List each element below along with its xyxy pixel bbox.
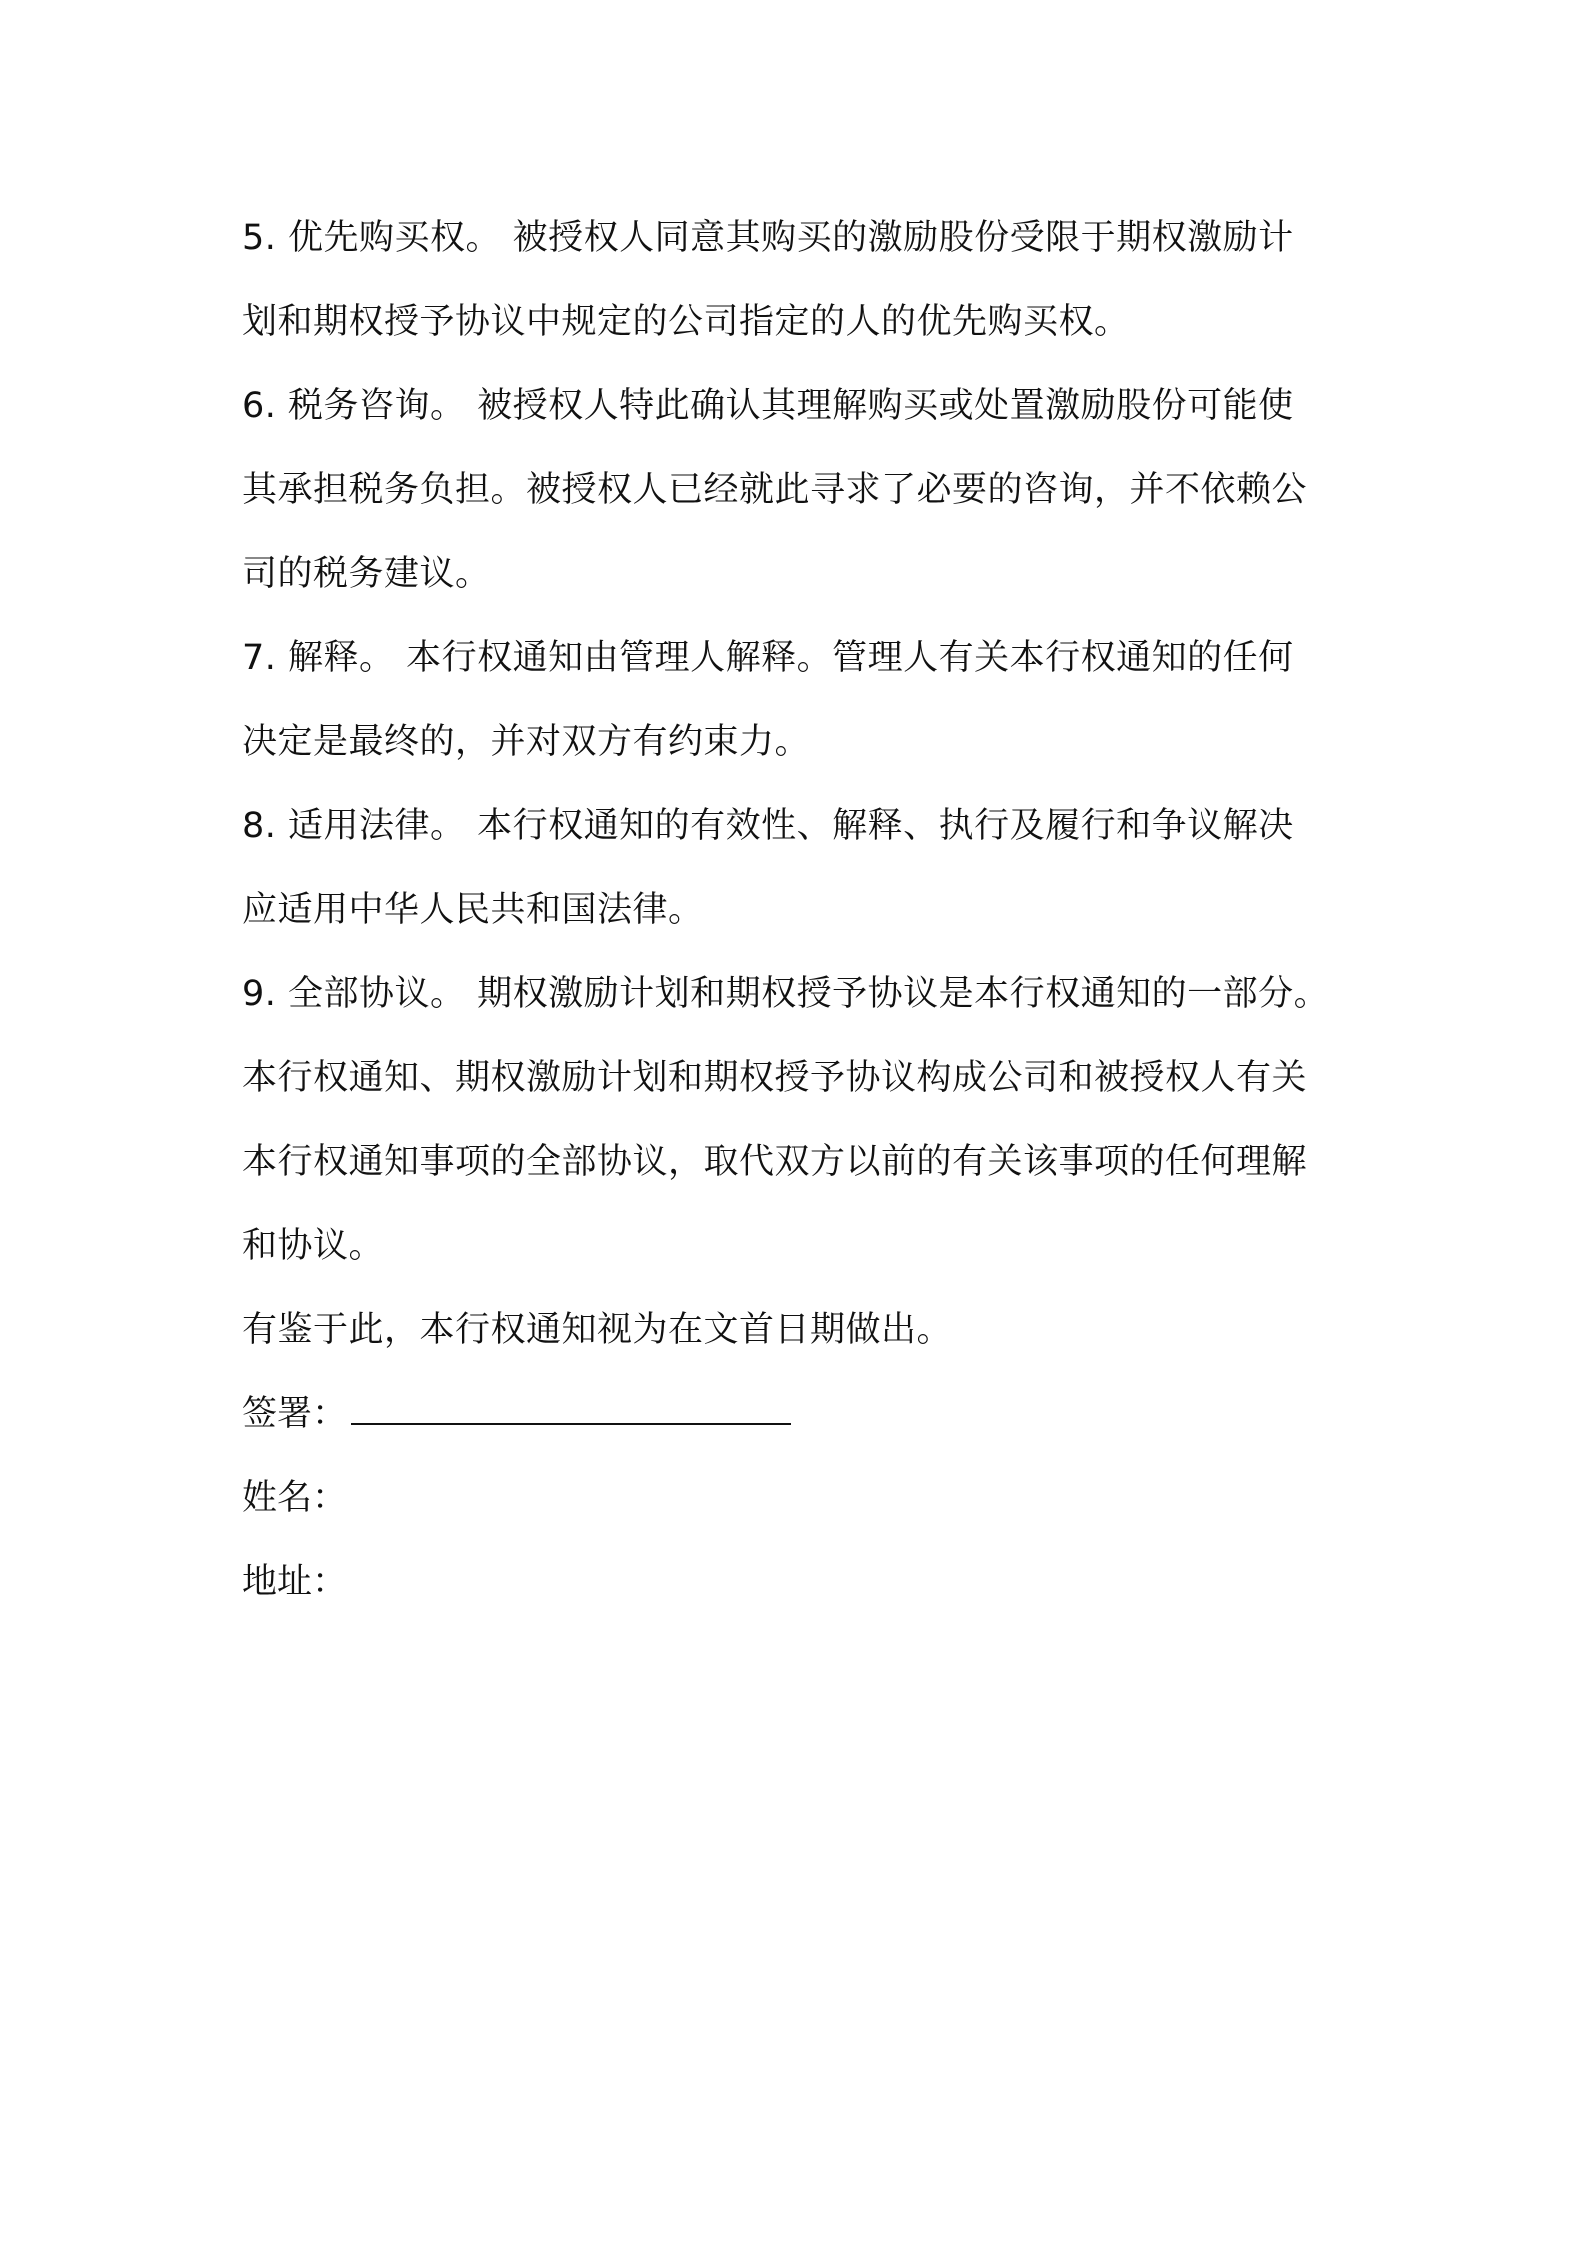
clause-8-line-2: 应适用中华人民共和国法律。 [242, 890, 704, 930]
address-label: 地址： [242, 1562, 348, 1602]
clause-9-line-4: 和协议。 [242, 1226, 385, 1266]
witness-statement: 有鉴于此，本行权通知视为在文首日期做出。 [242, 1310, 953, 1350]
clause-6-line-1: 6. 税务咨询。 被授权人特此确认其理解购买或处置激励股份可能使 [242, 386, 1294, 426]
clause-7-line-2: 决定是最终的，并对双方有约束力。 [242, 722, 811, 762]
signature-row [242, 1372, 1382, 1456]
clause-9-line-2: 本行权通知、期权激励计划和期权授予协议构成公司和被授权人有关 [242, 1058, 1308, 1098]
clause-9-line-3: 本行权通知事项的全部协议，取代双方以前的有关该事项的任何理解 [242, 1142, 1308, 1182]
signature-label: 签署： [242, 1394, 348, 1434]
signature-line [351, 1395, 791, 1425]
name-label: 姓名： [242, 1478, 348, 1518]
name-row [242, 1456, 1382, 1540]
clause-8-line-1: 8. 适用法律。 本行权通知的有效性、解释、执行及履行和争议解决 [242, 806, 1294, 846]
clause-6-line-2: 其承担税务负担。被授权人已经就此寻求了必要的咨询，并不依赖公 [242, 470, 1308, 510]
clause-6-line-3: 司的税务建议。 [242, 554, 491, 594]
clause-5-line-2: 划和期权授予协议中规定的公司指定的人的优先购买权。 [242, 302, 1130, 342]
address-row [242, 1540, 1382, 1624]
clause-9-line-1: 9. 全部协议。 期权激励计划和期权授予协议是本行权通知的一部分。 [242, 974, 1330, 1014]
clause-5-line-1: 5. 优先购买权。 被授权人同意其购买的激励股份受限于期权激励计 [242, 218, 1294, 258]
clause-7-line-1: 7. 解释。 本行权通知由管理人解释。管理人有关本行权通知的任何 [242, 638, 1294, 678]
document-body [242, 196, 1382, 1624]
